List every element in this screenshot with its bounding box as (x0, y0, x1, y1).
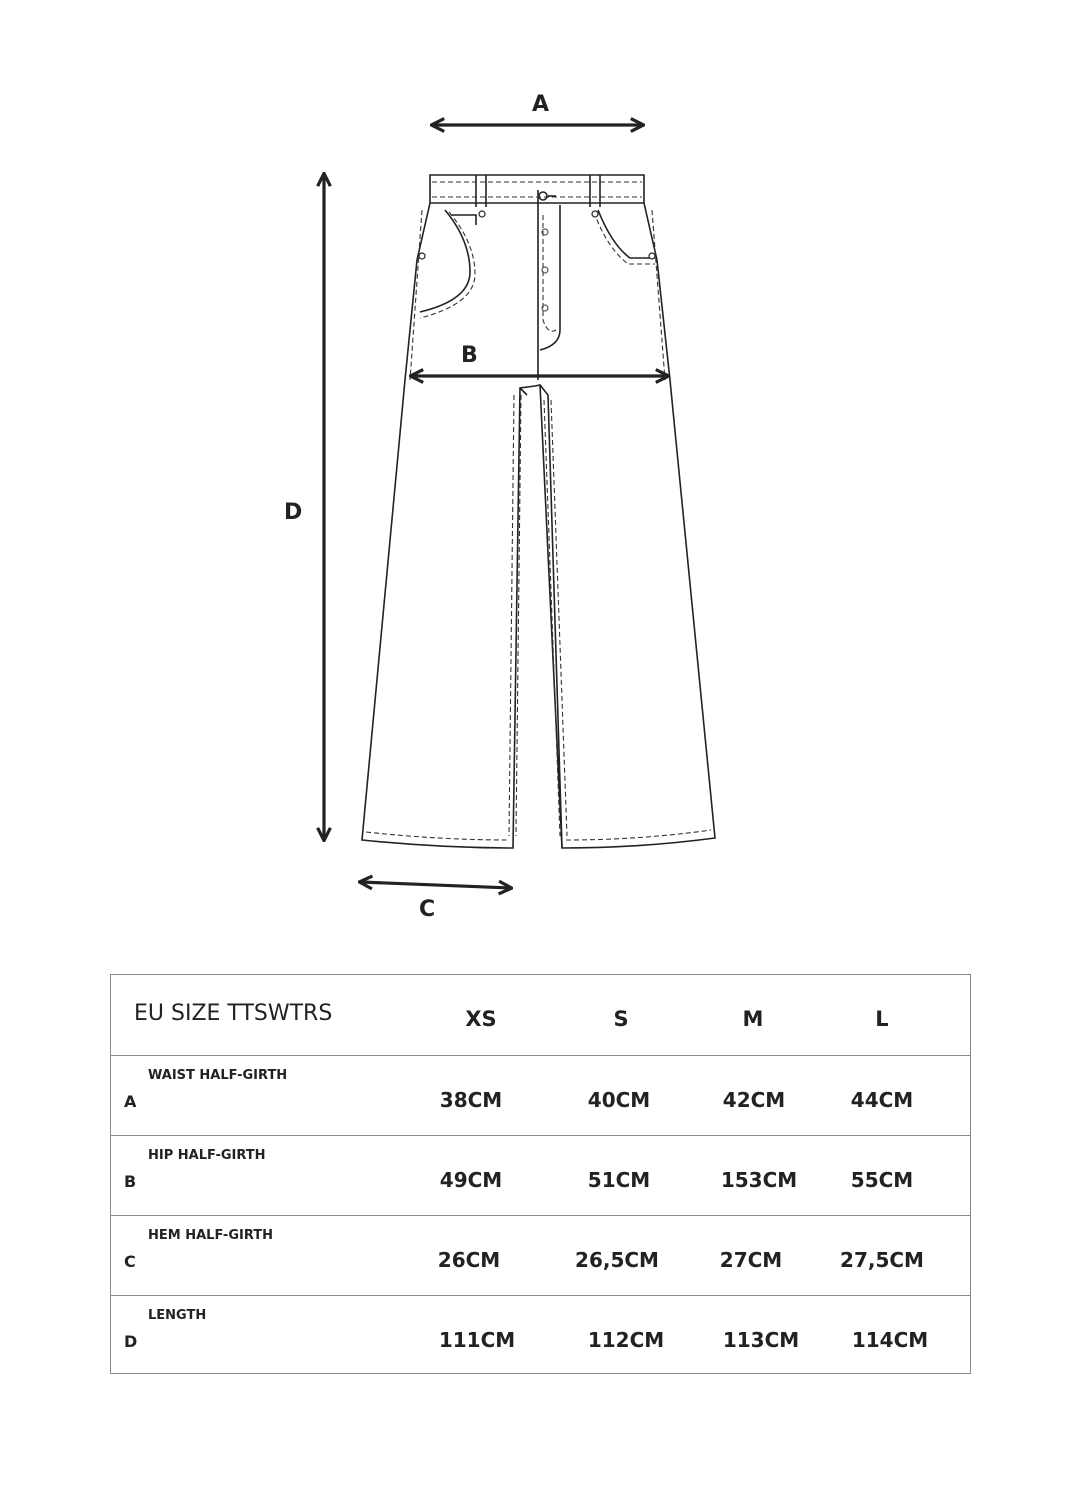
value-xs: 111CM (438, 1328, 516, 1352)
row-label: LENGTH (148, 1308, 207, 1323)
value-s: 112CM (587, 1328, 665, 1352)
table-row (111, 1215, 970, 1295)
row-letter: D (124, 1332, 138, 1351)
value-s: 51CM (587, 1168, 651, 1192)
row-label: HEM HALF-GIRTH (148, 1228, 274, 1243)
value-l: 27,5CM (840, 1248, 924, 1272)
value-xs: 26CM (437, 1248, 501, 1272)
size-header-s: S (613, 1007, 629, 1031)
pants-outline (362, 175, 715, 848)
value-s: 40CM (587, 1088, 651, 1112)
label-d: D (284, 500, 303, 525)
table-title: EU SIZE TTSWTRS (134, 1001, 333, 1026)
size-header-l: L (875, 1007, 889, 1031)
value-l: 44CM (850, 1088, 914, 1112)
size-header-m: M (742, 1007, 764, 1031)
size-chart-table (110, 974, 971, 1374)
row-letter: B (124, 1172, 137, 1191)
table-header-row (111, 975, 970, 1055)
value-m: 42CM (722, 1088, 786, 1112)
value-l: 55CM (850, 1168, 914, 1192)
value-l: 114CM (851, 1328, 929, 1352)
value-m: 153CM (720, 1168, 798, 1192)
row-label: WAIST HALF-GIRTH (148, 1068, 288, 1083)
label-c: C (419, 897, 436, 922)
value-s: 26,5CM (575, 1248, 659, 1272)
table-row (111, 1135, 970, 1215)
value-xs: 49CM (439, 1168, 503, 1192)
label-b: B (461, 343, 478, 368)
value-m: 27CM (719, 1248, 783, 1272)
hem-arrow (361, 882, 510, 888)
row-letter: A (124, 1092, 137, 1111)
rivets (419, 211, 655, 259)
table-row (111, 1055, 970, 1135)
value-xs: 38CM (439, 1088, 503, 1112)
size-header-xs: XS (465, 1007, 497, 1031)
row-label: HIP HALF-GIRTH (148, 1148, 266, 1163)
row-letter: C (124, 1252, 136, 1271)
table-row (111, 1295, 970, 1375)
value-m: 113CM (722, 1328, 800, 1352)
label-a: A (532, 92, 550, 117)
